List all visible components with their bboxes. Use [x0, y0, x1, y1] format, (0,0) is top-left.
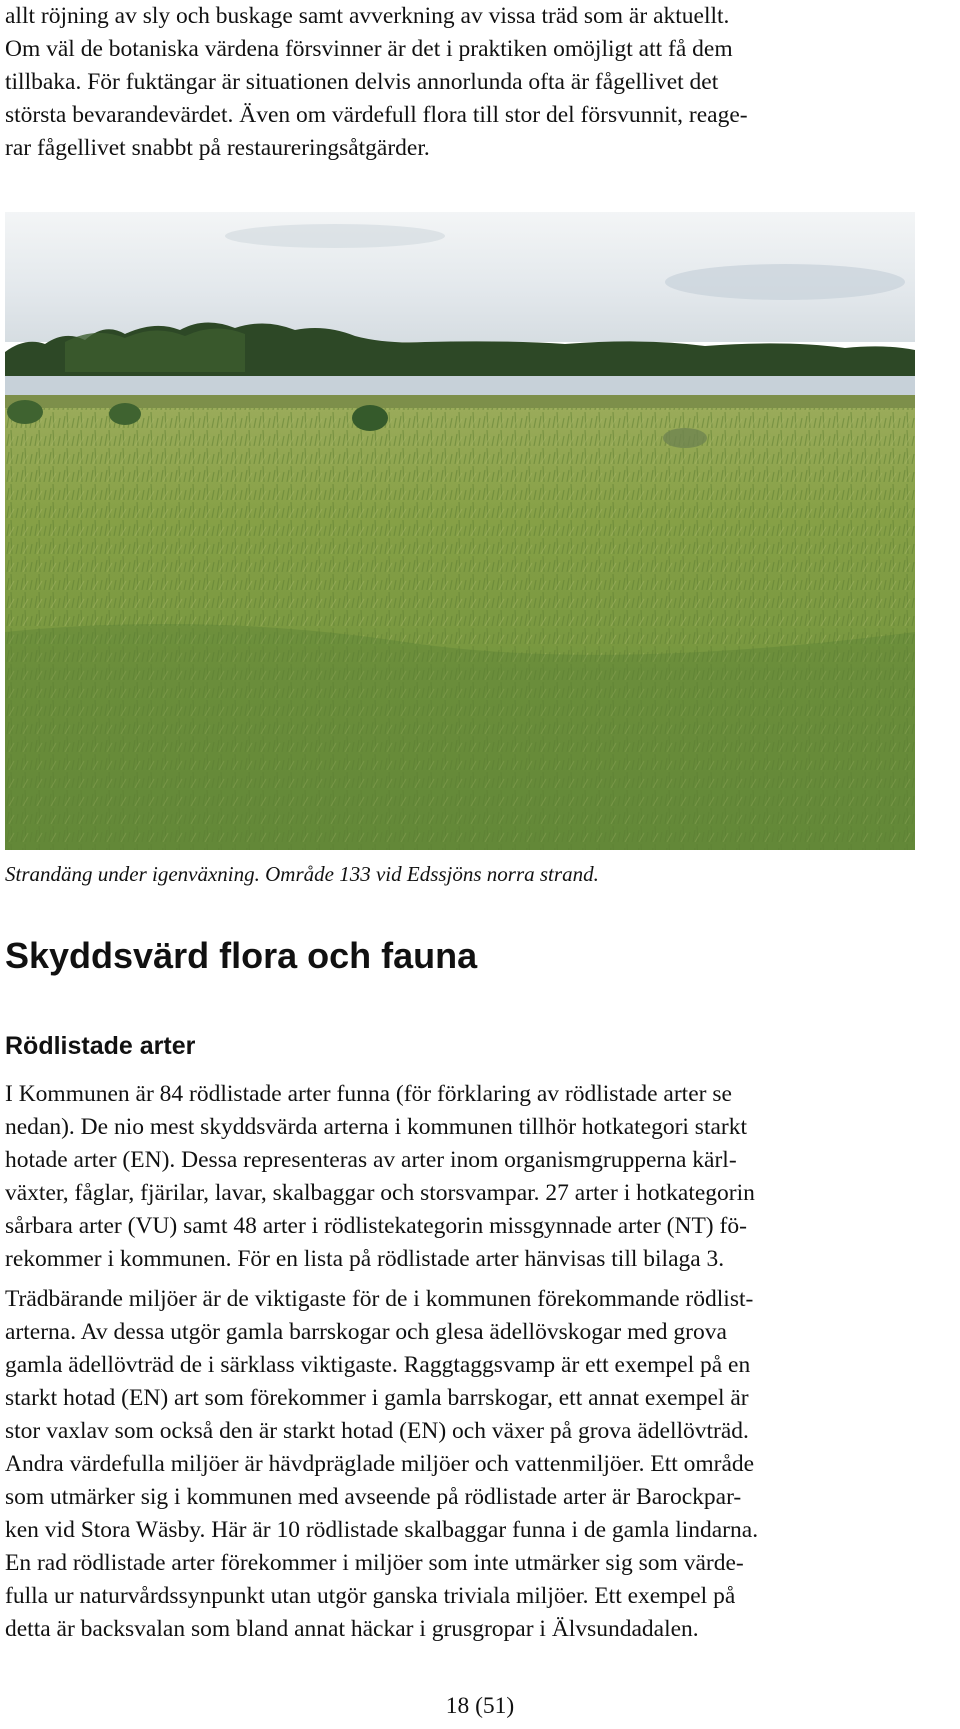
paragraph-line: detta är backsvalan som bland annat häckar i grusgropar i Älvsundadalen.: [5, 1616, 699, 1642]
paragraph-line: Andra värdefulla miljöer är hävdpräglade miljöer och vattenmiljöer. Ett område: [5, 1451, 755, 1477]
paragraph-redlisted-count: [5, 1078, 955, 1276]
subsection-heading: Rödlistade arter: [5, 1032, 196, 1060]
paragraph-line: stor vaxlav som också den är starkt hotad (EN) och växer på grova ädellövträd.: [5, 1418, 749, 1444]
paragraph-line: En rad rödlistade arter förekommer i miljöer som inte utmärker sig som värde-: [5, 1550, 744, 1576]
paragraph-line: nedan). De nio mest skyddsvärda arterna i kommunen tillhör hotkategori starkt: [5, 1114, 748, 1140]
shrub: [352, 405, 388, 431]
paragraph-line: Trädbärande miljöer är de viktigaste för de i kommunen förekommande rödlist-: [5, 1286, 754, 1312]
treeline-highlight: [65, 328, 245, 372]
paragraph-line: som utmärker sig i kommunen med avseende på rödlistade arter är Barockpar-: [5, 1484, 742, 1510]
lake: [5, 376, 915, 398]
paragraph-line: gamla ädellövträd de i särklass viktigaste. Raggtaggsvamp är ett exempel på en: [5, 1352, 751, 1378]
paragraph-line: starkt hotad (EN) art som förekommer i gamla barrskogar, ett annat exempel är: [5, 1385, 749, 1411]
intro-paragraph: [5, 0, 955, 165]
shrub: [663, 428, 707, 448]
paragraph-line: rekommer i kommunen. För en lista på rödlistade arter hänvisas till bilaga 3.: [5, 1246, 725, 1272]
shrub: [109, 403, 141, 425]
paragraph-line: växter, fåglar, fjärilar, lavar, skalbaggar och storsvampar. 27 arter i hotkategorin: [5, 1180, 755, 1206]
cloud: [665, 264, 905, 300]
shrub: [7, 400, 43, 424]
paragraph-line: hotade arter (EN). Dessa representeras av arter inom organismgrupperna kärl-: [5, 1147, 737, 1173]
paragraph-line: arterna. Av dessa utgör gamla barrskogar och glesa ädellövskogar med grova: [5, 1319, 727, 1345]
photo-caption: Strandäng under igenväxning. Område 133 vid Edssjöns norra strand.: [5, 862, 599, 886]
paragraph-line: sårbara arter (VU) samt 48 arter i rödlistekategorin missgynnade arter (NT) fö-: [5, 1213, 747, 1239]
paragraph-line: I Kommunen är 84 rödlistade arter funna (för förklaring av rödlistade arter se: [5, 1081, 732, 1107]
intro-line: rar fågellivet snabbt på restaureringsåtgärder.: [5, 135, 430, 161]
cloud: [225, 224, 445, 248]
meadow-shading: [5, 624, 915, 850]
meadow-photo: [5, 212, 915, 850]
intro-line: största bevarandevärdet. Även om värdefull flora till stor del försvunnit, reage-: [5, 102, 748, 128]
section-heading: Skyddsvärd flora och fauna: [5, 935, 478, 976]
intro-line: allt röjning av sly och buskage samt avverkning av vissa träd som är aktuellt.: [5, 3, 730, 29]
paragraph-habitats: [5, 1283, 955, 1646]
intro-line: Om väl de botaniska värdena försvinner är det i praktiken omöjligt att få dem: [5, 36, 733, 62]
page-number: 18 (51): [445, 1693, 515, 1719]
meadow-photo-illustration: [5, 212, 915, 850]
paragraph-line: fulla ur naturvårdssynpunkt utan utgör ganska triviala miljöer. Ett exempel på: [5, 1583, 736, 1609]
intro-line: tillbaka. För fuktängar är situationen delvis annorlunda ofta är fågellivet det: [5, 69, 719, 95]
paragraph-line: ken vid Stora Wäsby. Här är 10 rödlistade skalbaggar funna i de gamla lindarna.: [5, 1517, 759, 1543]
